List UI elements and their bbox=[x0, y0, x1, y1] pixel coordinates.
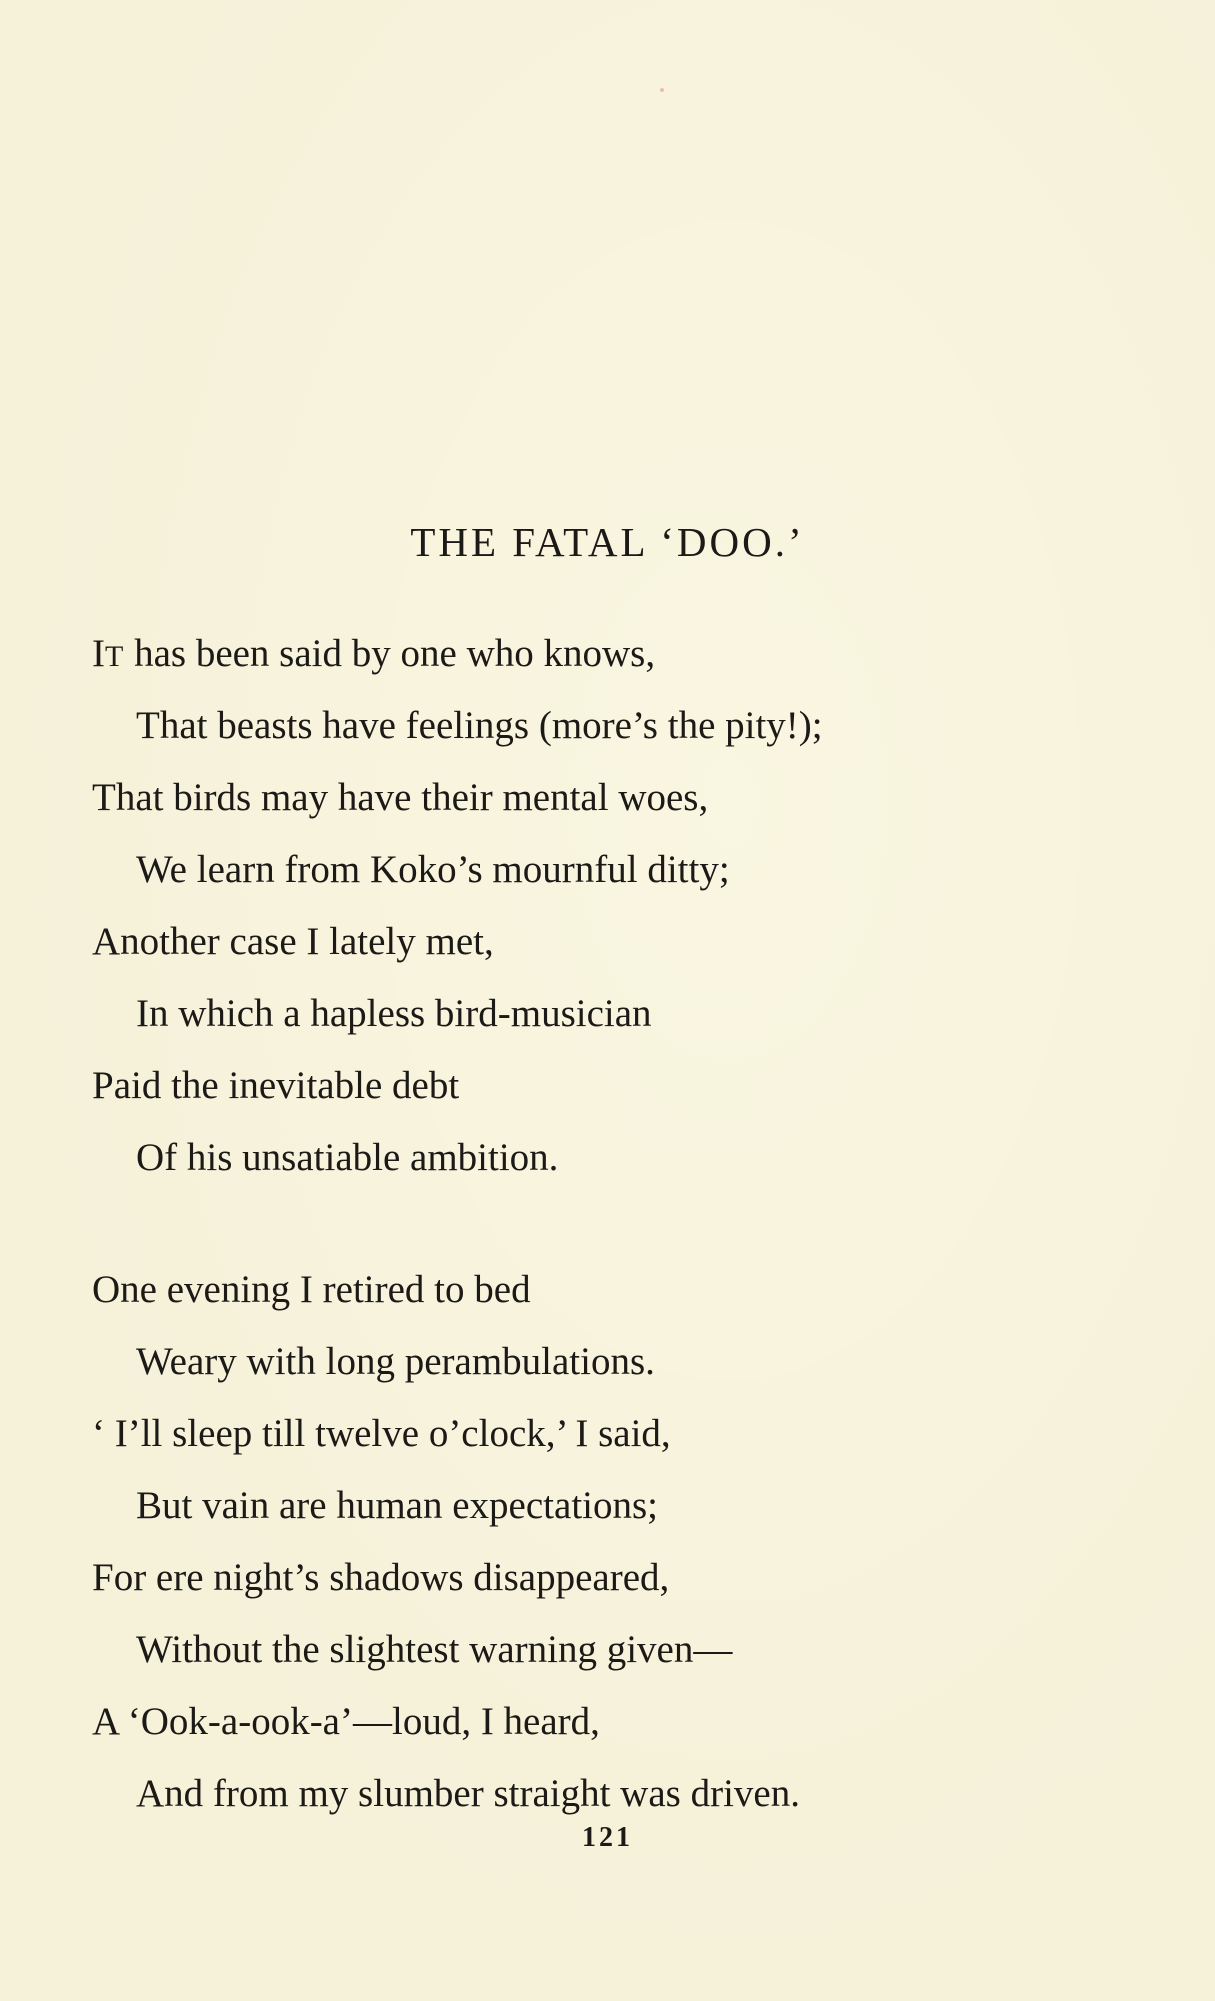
poem-line-14: Without the slightest warning given— bbox=[136, 1628, 733, 1671]
stanza-2 bbox=[92, 1254, 1152, 1830]
small-caps-rest: T bbox=[105, 640, 125, 673]
poem-title: THE FATAL ‘DOO.’ bbox=[410, 519, 805, 565]
poem-line-4: We learn from Koko’s mournful ditty; bbox=[136, 848, 730, 891]
poem-line-2: That beasts have feelings (more’s the pity!); bbox=[136, 704, 823, 747]
poem-line-8: Of his unsatiable ambition. bbox=[136, 1136, 559, 1179]
small-caps-initial: I bbox=[92, 632, 105, 675]
stanza-1 bbox=[92, 618, 1152, 1194]
poem-line-16: And from my slumber straight was driven. bbox=[136, 1772, 800, 1815]
page-number: 121 bbox=[582, 1822, 633, 1853]
poem-line-3: That birds may have their mental woes, bbox=[92, 776, 709, 819]
poem-line-12: But vain are human expectations; bbox=[136, 1484, 659, 1527]
poem-line-6: In which a hapless bird-musician bbox=[136, 992, 652, 1035]
poem-line-9: One evening I retired to bed bbox=[92, 1268, 531, 1311]
poem-line-10: Weary with long perambulations. bbox=[136, 1340, 655, 1383]
poem-line-11: ‘ I’ll sleep till twelve o’clock,’ I said, bbox=[92, 1412, 671, 1455]
poem-line-1 bbox=[92, 618, 1152, 690]
poem-line-5: Another case I lately met, bbox=[92, 920, 494, 963]
poem-line-13: For ere night’s shadows disappeared, bbox=[92, 1556, 670, 1599]
poem-line-15: A ‘Ook-a-ook-a’—loud, I heard, bbox=[92, 1700, 600, 1743]
line-text: has been said by one who knows, bbox=[124, 632, 656, 675]
poem-line-7: Paid the inevitable debt bbox=[92, 1064, 460, 1107]
paper-speck bbox=[660, 88, 664, 92]
